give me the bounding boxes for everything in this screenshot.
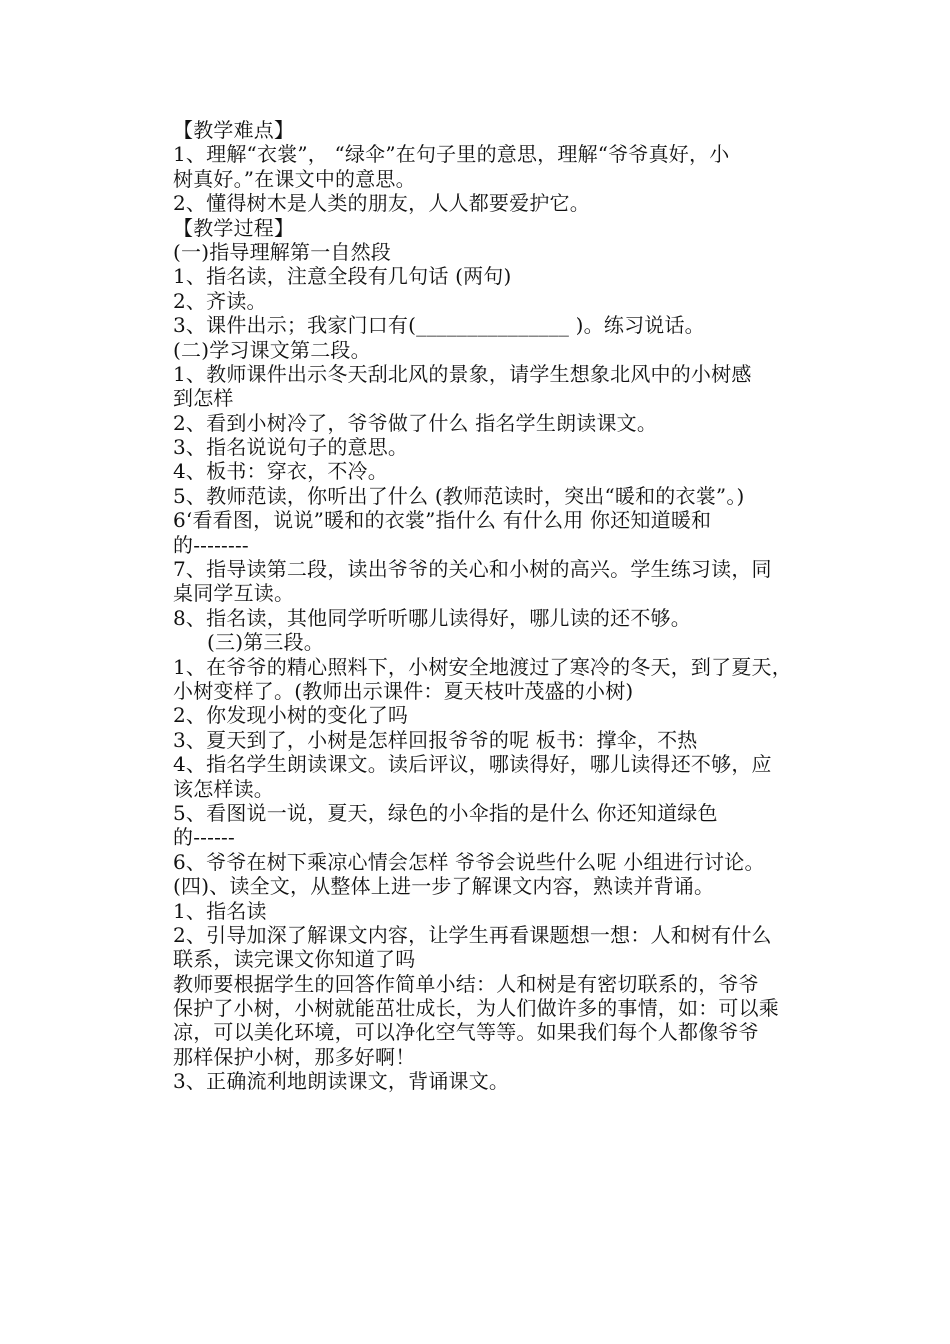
text-line: 8、指名读，其他同学听听哪儿读得好，哪儿读的还不够。 [173, 605, 691, 630]
text-line: 保护了小树，小树就能茁壮成长，为人们做许多的事情，如：可以乘 [173, 996, 779, 1021]
text-line: 2、你发现小树的变化了吗 [173, 703, 409, 728]
subsection-heading-1: (一)指导理解第一自然段 [173, 239, 392, 264]
text-line: 4、指名学生朗读课文。读后评议，哪读得好，哪儿读得还不够，应 [173, 752, 772, 777]
text-line: 该怎样读。 [173, 776, 274, 801]
text-line: 联系，读完课文你知道了吗 [173, 947, 416, 972]
text-line: 3、正确流利地朗读课文，背诵课文。 [173, 1069, 510, 1094]
text-line: 凉，可以美化环境，可以净化空气等等。如果我们每个人都像爷爷 [173, 1020, 759, 1045]
subsection-heading-2: (二)学习课文第二段。 [173, 337, 371, 362]
section-heading-difficulties: 【教学难点】 [173, 118, 295, 142]
section-heading-process: 【教学过程】 [173, 215, 295, 240]
text-line: 1、指名读 [173, 898, 267, 923]
text-line: 1、在爷爷的精心照料下，小树安全地渡过了寒冷的冬天，到了夏天， [173, 654, 792, 679]
text-line: 的------ [173, 825, 235, 850]
text-line: 桌同学互读。 [173, 581, 295, 606]
text-line: 5、看图说一说，夏天，绿色的小伞指的是什么 你还知道绿色 [173, 800, 718, 825]
text-line: 7、指导读第二段，读出爷爷的关心和小树的高兴。学生练习读，同 [173, 557, 772, 582]
text-line: 到怎样 [173, 386, 234, 411]
subsection-heading-3: (三)第三段。 [207, 630, 325, 655]
text-line: 2、看到小树冷了，爷爷做了什么 指名学生朗读课文。 [173, 410, 658, 435]
text-line: 3、课件出示；我家门口有(_______________ )。练习说话。 [173, 313, 705, 338]
text-line: 3、指名说说句子的意思。 [173, 435, 409, 460]
text-line: 1、理解“衣裳”， “绿伞”在句子里的意思，理解“爷爷真好，小 [173, 142, 730, 167]
text-line: 教师要根据学生的回答作简单小结：人和树是有密切联系的，爷爷 [173, 971, 759, 996]
text-line: 那样保护小树，那多好啊！ [173, 1044, 416, 1069]
document-body [173, 118, 818, 1094]
text-line: 5、教师范读，你听出了什么 (教师范读时，突出“暖和的衣裳”。) [173, 483, 745, 508]
text-line: 树真好。”在课文中的意思。 [173, 166, 416, 191]
subsection-heading-4: (四)、读全文，从整体上进一步了解课文内容，熟读并背诵。 [173, 874, 715, 899]
text-line: 1、教师课件出示冬天刮北风的景象，请学生想象北风中的小树感 [173, 361, 752, 386]
text-line: 6‘看看图，说说”暖和的衣裳”指什么 有什么用 你还知道暖和 [173, 508, 712, 533]
text-line: 4、板书：穿衣，不冷。 [173, 459, 388, 484]
text-line: 2、齐读。 [173, 288, 267, 313]
text-line: 的-------- [173, 532, 249, 557]
text-line: 3、夏天到了，小树是怎样回报爷爷的呢 板书：撑伞，不热 [173, 727, 698, 752]
text-line: 2、懂得树木是人类的朋友，人人都要爱护它。 [173, 191, 590, 216]
text-line: 6、爷爷在树下乘凉心情会怎样 爷爷会说些什么呢 小组进行讨论。 [173, 849, 765, 874]
text-line: 小树变样了。(教师出示课件：夏天枝叶茂盛的小树) [173, 678, 634, 703]
text-line: 1、指名读，注意全段有几句话 (两句) [173, 264, 512, 289]
text-line: 2、引导加深了解课文内容，让学生再看课题想一想：人和树有什么 [173, 922, 772, 947]
